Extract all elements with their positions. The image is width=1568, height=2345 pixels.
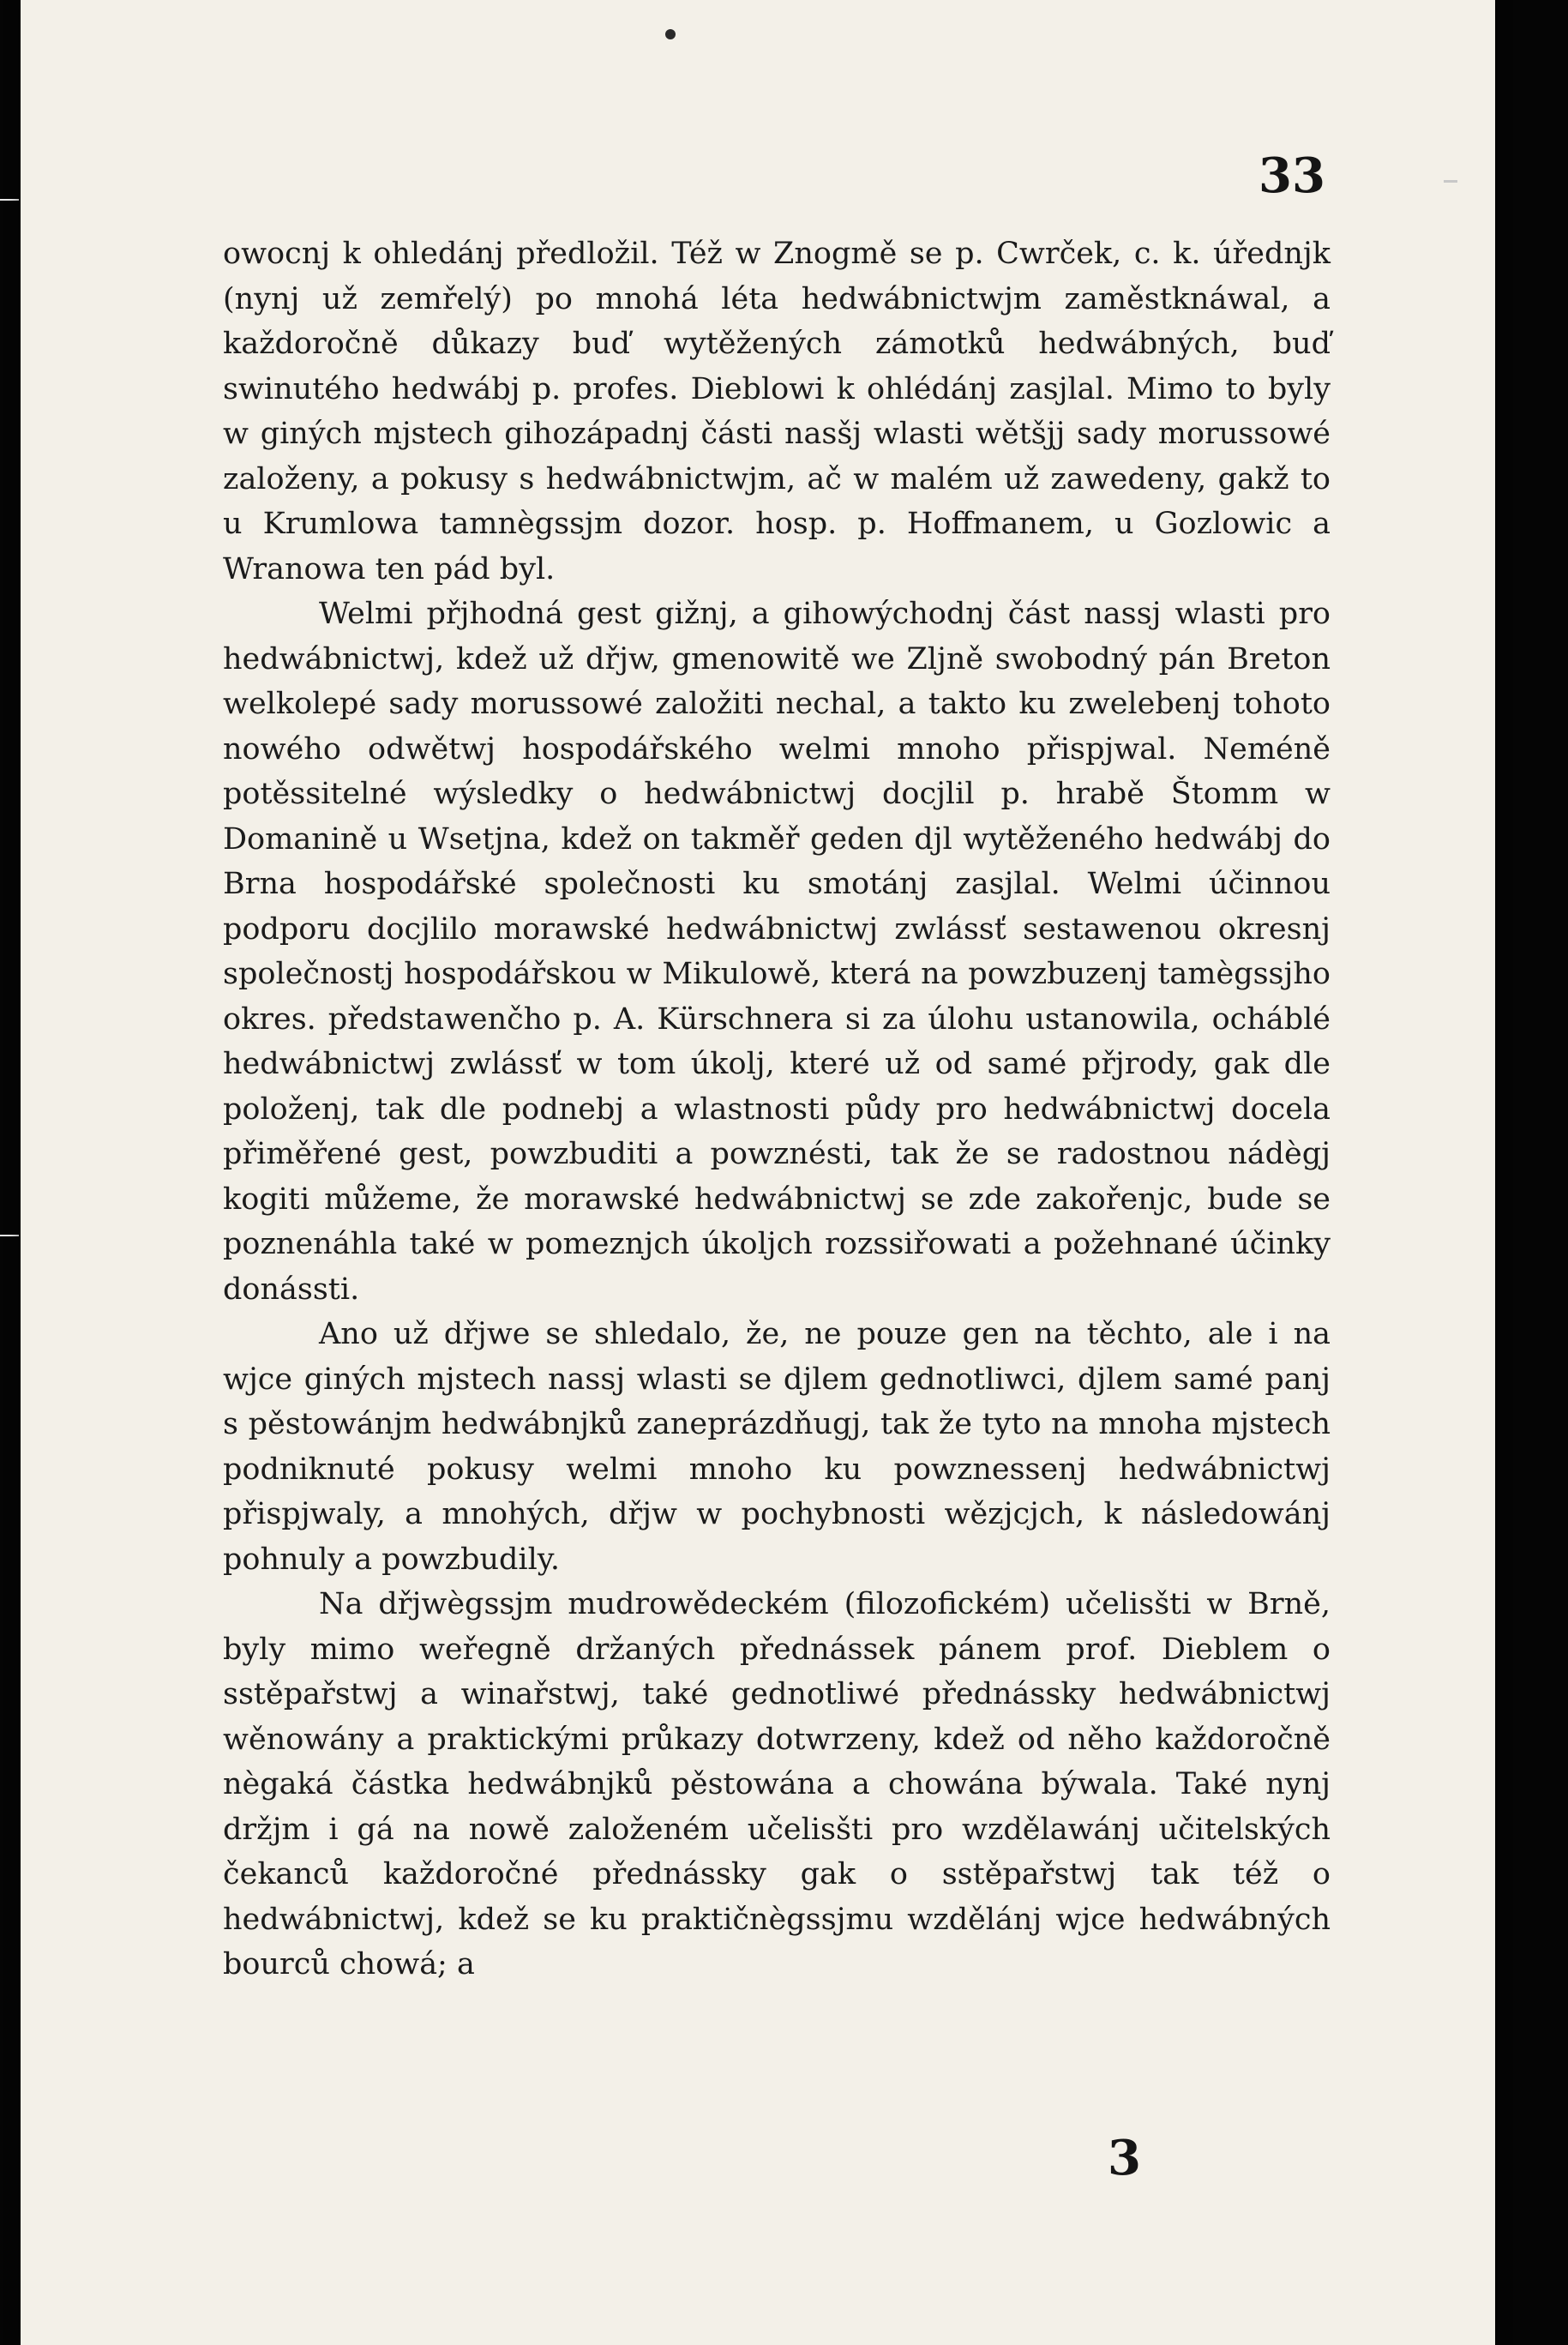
page-number: 33 [1259, 147, 1325, 204]
margin-rule [0, 199, 19, 201]
paragraph: owocnj k ohledánj předložil. Též w Znogmě se p. Cwrček, c. k. úřednjk (nynj už zemřelý) po mnohá léta hedwábnictwjm zaměstknáwal, a každoročně důkazy buď wytěžených zámotků hedwábných, buď swinutého hedwábj p. profes. Dieblowi k ohlédánj zasjlal. Mimo to byly w giných mjstech gihozápadnj části nasšj wlasti wětšjj sady morussowé založeny, a pokusy s hedwábnictwjm, ač w malém už zawedeny, gakž to u Krumlowa tamnègssjm dozor. hosp. p. Hoffmanem, u Gozlowic a Wranowa ten pád byl. [223, 237, 1331, 586]
body-text [223, 231, 1331, 1987]
paragraph: Welmi přjhodná gest gižnj, a gihowýchodnj část nassj wlasti pro hedwábnictwj, kdež už dřjw, gmenowitě we Zljně swobodný pán Breton welkolepé sady morussowé založiti nechal, a takto ku zwelebenj tohoto nowého odwětwj hospodářského welmi mnoho přispjwal. Neméně potěssitelné wýsledky o hedwábnictwj docjlil p. hrabě Štomm w Domanině u Wsetjna, kdež on takměř geden djl wytěženého hedwábj do Brna hospodářské společnosti ku smotánj zasjlal. Welmi účinnou podporu docjlilo morawské hedwábnictwj zwlássť sestawenou okresnj společnostj hospodářskou w Mikulowě, která na powzbuzenj tamègssjho okres. předstawenčho p. A. Kürschnera si za úlohu ustanowila, ocháblé hedwábnictwj zwlássť w tom úkolj, které už od samé přjrody, gak dle položenj, tak dle podnebj a wlastnosti půdy pro hedwábnictwj docela přiměřené gest, powzbuditi a powznésti, tak že se radostnou nádègj kogiti můžeme, že morawské hedwábnictwj se zde zakořenjc, bude se poznenáhla také w pomeznjch úkoljch rozssiřowati a požehnané účinky donássti. [223, 597, 1331, 1307]
paragraph: Ano už dřjwe se shledalo, že, ne pouze gen na těchto, ale i na wjce giných mjstech nassj wlasti se djlem gednotliwci, djlem samé panj s pěstowánjm hedwábnjků zaneprázdňugj, tak že tyto na mnoha mjstech podniknuté pokusy welmi mnoho ku powznessenj hedwábnictwj přispjwaly, a mnohých, dřjw w pochybnosti wězjcjch, k následowánj pohnuly a powzbudily. [223, 1317, 1331, 1577]
paragraph: Na dřjwègssjm mudrowědeckém (filozofickém) učelisšti w Brně, byly mimo weřegně držaných přednássek pánem prof. Dieblem o sstěpařstwj a winařstwj, také gednotliwé přednássky hedwábnictwj wěnowány a praktickými průkazy dotwrzeny, kdež od něho každoročně nègaká částka hedwábnjků pěstowána a chowána býwala. Také nynj držjm i gá na nowě založeném učelisšti pro wzdělawánj učitelských čekanců každoročné přednássky gak o sstěpařstwj tak též o hedwábnictwj, kdež se ku praktičnègssjmu wzdělánj wjce hedwábných bourců chowá; a [223, 1587, 1331, 1981]
edge-mark [1444, 180, 1457, 183]
margin-rule [0, 1235, 19, 1236]
signature-mark: 3 [1108, 2130, 1141, 2186]
print-speck [665, 29, 676, 39]
book-page [21, 0, 1495, 2345]
